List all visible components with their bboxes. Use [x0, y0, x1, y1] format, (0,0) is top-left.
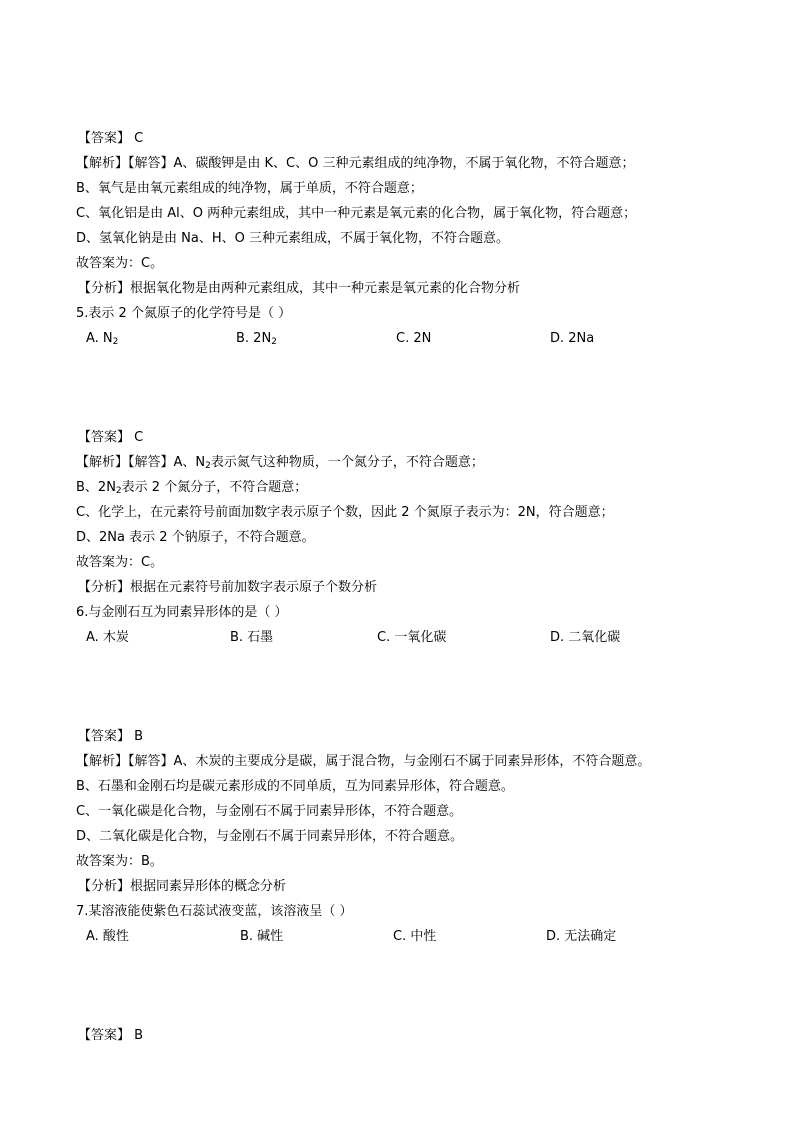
explanation-line: 【解析】【解答】A、碳酸钾是由 K、C、O 三种元素组成的纯净物，不属于氧化物，不符合题意；: [76, 156, 635, 171]
analysis-line: 【分析】根据在元素符号前加数字表示原子个数分析: [78, 580, 378, 595]
question-6: 6.与金刚石互为同素异形体的是（ ）: [76, 605, 288, 620]
explanation-line: C、化学上，在元素符号前面加数字表示原子个数，因此 2 个氮原子表示为：2N，符合题意；: [76, 505, 614, 520]
option-c: C. 2N: [396, 331, 432, 346]
explanation-line: C、一氧化碳是化合物，与金刚石不属于同素异形体，不符合题意。: [76, 804, 463, 819]
explanation-line: B、$2N_2$表示 2 个氮分子，不符合题意；: [76, 480, 308, 496]
explanation-line: B、氧气是由氧元素组成的纯净物，属于单质，不符合题意；: [76, 181, 423, 196]
option-a: A. $N_2$: [86, 331, 119, 347]
option-b: B. $2N_2$: [236, 331, 277, 347]
option-a: A. 酸性: [86, 929, 129, 944]
explanation-line: D、二氧化碳是化合物，与金刚石不属于同素异形体，不符合题意。: [76, 829, 464, 844]
answer-label: 【答案】 B: [78, 1028, 144, 1043]
analysis-line: 【分析】根据同素异形体的概念分析: [78, 879, 287, 894]
option-b: B. 碱性: [240, 929, 284, 944]
option-d: D. 无法确定: [546, 929, 617, 944]
question-5: 5.表示 2 个氮原子的化学符号是（ ）: [76, 306, 292, 321]
option-d: D. 二氧化碳: [550, 630, 621, 645]
explanation-line: B、石墨和金刚石均是碳元素形成的不同单质，互为同素异形体，符合题意。: [76, 779, 514, 794]
explanation-line: 【解析】【解答】A、木炭的主要成分是碳，属于混合物，与金刚石不属于同素异形体，不符合题意。: [76, 754, 651, 769]
question-7: 7.某溶液能使紫色石蕊试液变蓝，该溶液呈（ ）: [76, 904, 353, 919]
answer-label: 【答案】 B: [78, 729, 144, 744]
option-a: A. 木炭: [86, 630, 129, 645]
explanation-line: 故答案为：C。: [76, 256, 164, 271]
answer-label: 【答案】 C: [78, 430, 144, 445]
explanation-line: 故答案为：B。: [76, 854, 163, 869]
option-c: C. 中性: [393, 929, 437, 944]
explanation-line: C、氧化铝是由 Al、O 两种元素组成，其中一种元素是氧元素的化合物，属于氧化物，符合题意；: [76, 206, 637, 221]
explanation-line: D、氢氧化钠是由 Na、H、O 三种元素组成，不属于氧化物，不符合题意。: [76, 231, 509, 246]
analysis-line: 【分析】根据氧化物是由两种元素组成，其中一种元素是氧元素的化合物分析: [78, 281, 521, 296]
option-d: D. 2Na: [550, 331, 595, 346]
explanation-line: 故答案为：C。: [76, 555, 164, 570]
answer-label: 【答案】 C: [78, 131, 144, 146]
option-c: C. 一氧化碳: [377, 630, 447, 645]
explanation-line: 【解析】【解答】A、$N_2$表示氮气这种物质，一个氮分子，不符合题意；: [76, 455, 484, 471]
explanation-line: D、2Na 表示 2 个钠原子，不符合题意。: [76, 530, 315, 545]
option-b: B. 石墨: [230, 630, 274, 645]
